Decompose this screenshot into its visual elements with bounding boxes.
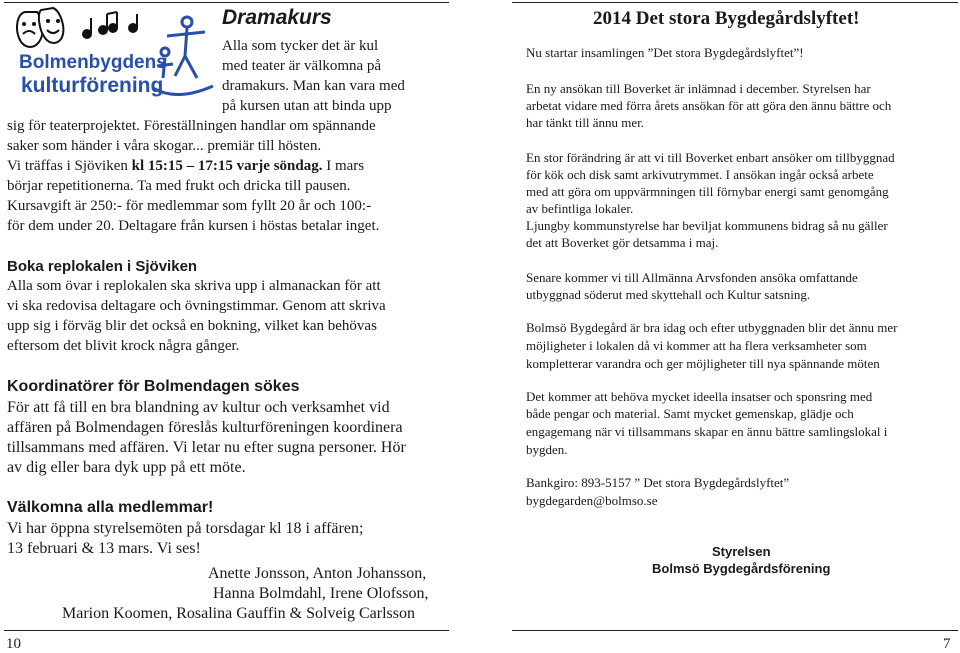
body-line: För att få till en bra blandning av kultur och verksamhet vid: [7, 399, 390, 416]
logo-line1: Bolmenbygdens: [19, 52, 167, 73]
meet-pre: Vi träffas i Sjöviken: [7, 158, 132, 174]
body-line: 13 februari & 13 mars. Vi ses!: [7, 540, 201, 557]
right-line: arbetat vidare med förra årets ansökan för att göra den ännu bättre och: [526, 98, 892, 113]
right-title: 2014 Det stora Bygdegårdslyftet!: [593, 8, 860, 29]
page-number-right: 7: [943, 636, 951, 652]
body-line: Kursavgift är 250:- för medlemmar som fyllt 20 år och 100:-: [7, 198, 372, 214]
body-line: affären på Bolmendagen föreslås kulturföreningen koordinera: [7, 419, 403, 436]
body-line: Vi har öppna styrelsemöten på torsdagar kl 18 i affären;: [7, 520, 364, 537]
body-line: tillsammans med affären. Vi letar nu efter sugna personer. Hör: [7, 439, 406, 456]
right-intro: Nu startar insamlingen ”Det stora Bygdegårdslyftet”!: [526, 45, 804, 60]
body-line: saker som händer i våra skogar... premiär till hösten.: [7, 138, 322, 154]
right-line: En ny ansökan till Boverket är inlämnad i december. Styrelsen har: [526, 81, 871, 96]
email: bygdegarden@bolmso.se: [526, 493, 658, 508]
right-top-rule: [512, 2, 958, 3]
meet-line: [7, 158, 364, 175]
right-line: Det kommer att behöva mycket ideella insatser och sponsring med: [526, 389, 873, 404]
right-line: En stor förändring är att vi till Boverket enbart ansöker om tillbyggnad: [526, 150, 895, 165]
body-line: börjar repetitionerna. Ta med frukt och dricka till pausen.: [7, 178, 351, 194]
signature-line: Hanna Bolmdahl, Irene Olofsson,: [213, 585, 429, 602]
body-line: upp sig i förväg blir det också en bokning, vilket kan behövas: [7, 318, 377, 334]
sign-forening: Bolmsö Bygdegårdsförening: [652, 561, 831, 576]
logo-line2: kulturförening: [21, 74, 164, 97]
section-title-valkomna: Välkomna alla medlemmar!: [7, 499, 214, 516]
left-heading: Dramakurs: [222, 6, 332, 29]
right-line: kompletterar varandra och ger möjligheter till nya spännande möten: [526, 356, 880, 371]
body-line: av dig eller bara dyk upp på ett möte.: [7, 459, 246, 476]
intro-line: på kursen utan att binda upp: [222, 98, 392, 114]
right-line: med att göra om uppvärmningen till förnybar energi samt genomgång: [526, 184, 889, 199]
right-line: Bolmsö Bygdegård är bra idag och efter utbyggnaden blir det ännu mer: [526, 320, 898, 335]
meet-time: kl 15:15 – 17:15 varje söndag.: [131, 158, 323, 174]
logo: [7, 6, 217, 118]
page-number-left: 10: [6, 636, 21, 652]
right-line: av befintliga lokaler.: [526, 201, 634, 216]
right-line: det att Boverket gör detsamma i maj.: [526, 235, 719, 250]
right-line: bygden.: [526, 442, 568, 457]
sign-styrelsen: Styrelsen: [712, 544, 771, 559]
left-bottom-rule: [4, 630, 449, 631]
body-line: för dem under 20. Deltagare från kursen i höstas betalar inget.: [7, 218, 380, 234]
right-line: för kök och disk samt arkivutrymmet. I ansökan ingår också arbete: [526, 167, 874, 182]
section-title-koordinatorer: Koordinatörer för Bolmendagen sökes: [7, 378, 300, 395]
signature-line: Anette Jonsson, Anton Johansson,: [208, 565, 427, 582]
intro-line: med teater är välkomna på: [222, 58, 382, 74]
left-top-rule: [4, 2, 449, 3]
theater-masks-icon: [7, 6, 217, 118]
body-line: eftersom det blivit krock några gånger.: [7, 338, 240, 354]
right-line: engagemang när vi tillsammans skapar en ännu bättre samlingslokal i: [526, 424, 888, 439]
section-title-replokalen: Boka replokalen i Sjöviken: [7, 258, 198, 275]
meet-post: I mars: [322, 158, 365, 174]
right-line: möjligheter i lokalen då vi kommer att ha flera verksamheter som: [526, 338, 867, 353]
right-line: Ljungby kommunstyrelse har beviljat kommunens bidrag så nu gäller: [526, 218, 888, 233]
signature-line: Marion Koomen, Rosalina Gauffin & Solveig Carlsson: [62, 605, 415, 622]
intro-line: Alla som tycker det är kul: [222, 38, 379, 54]
body-line: sig för teaterprojektet. Föreställningen handlar om spännande: [7, 118, 376, 134]
intro-line: dramakurs. Man kan vara med: [222, 78, 405, 94]
right-line: utbyggnad söderut med skyttehall och Kultur satsning.: [526, 287, 811, 302]
right-line: har tänkt till ännu mer.: [526, 115, 645, 130]
bankgiro: Bankgiro: 893-5157 ” Det stora Bygdegårdslyftet”: [526, 475, 790, 490]
right-line: Senare kommer vi till Allmänna Arvsfonden ansöka omfattande: [526, 270, 858, 285]
body-line: vi ska redovisa deltagare och övningstimmar. Genom att skriva: [7, 298, 386, 314]
body-line: Alla som övar i replokalen ska skriva upp i almanackan för att: [7, 278, 381, 294]
right-line: både pengar och material. Samt mycket gemenskap, glädje och: [526, 406, 854, 421]
right-bottom-rule: [512, 630, 958, 631]
